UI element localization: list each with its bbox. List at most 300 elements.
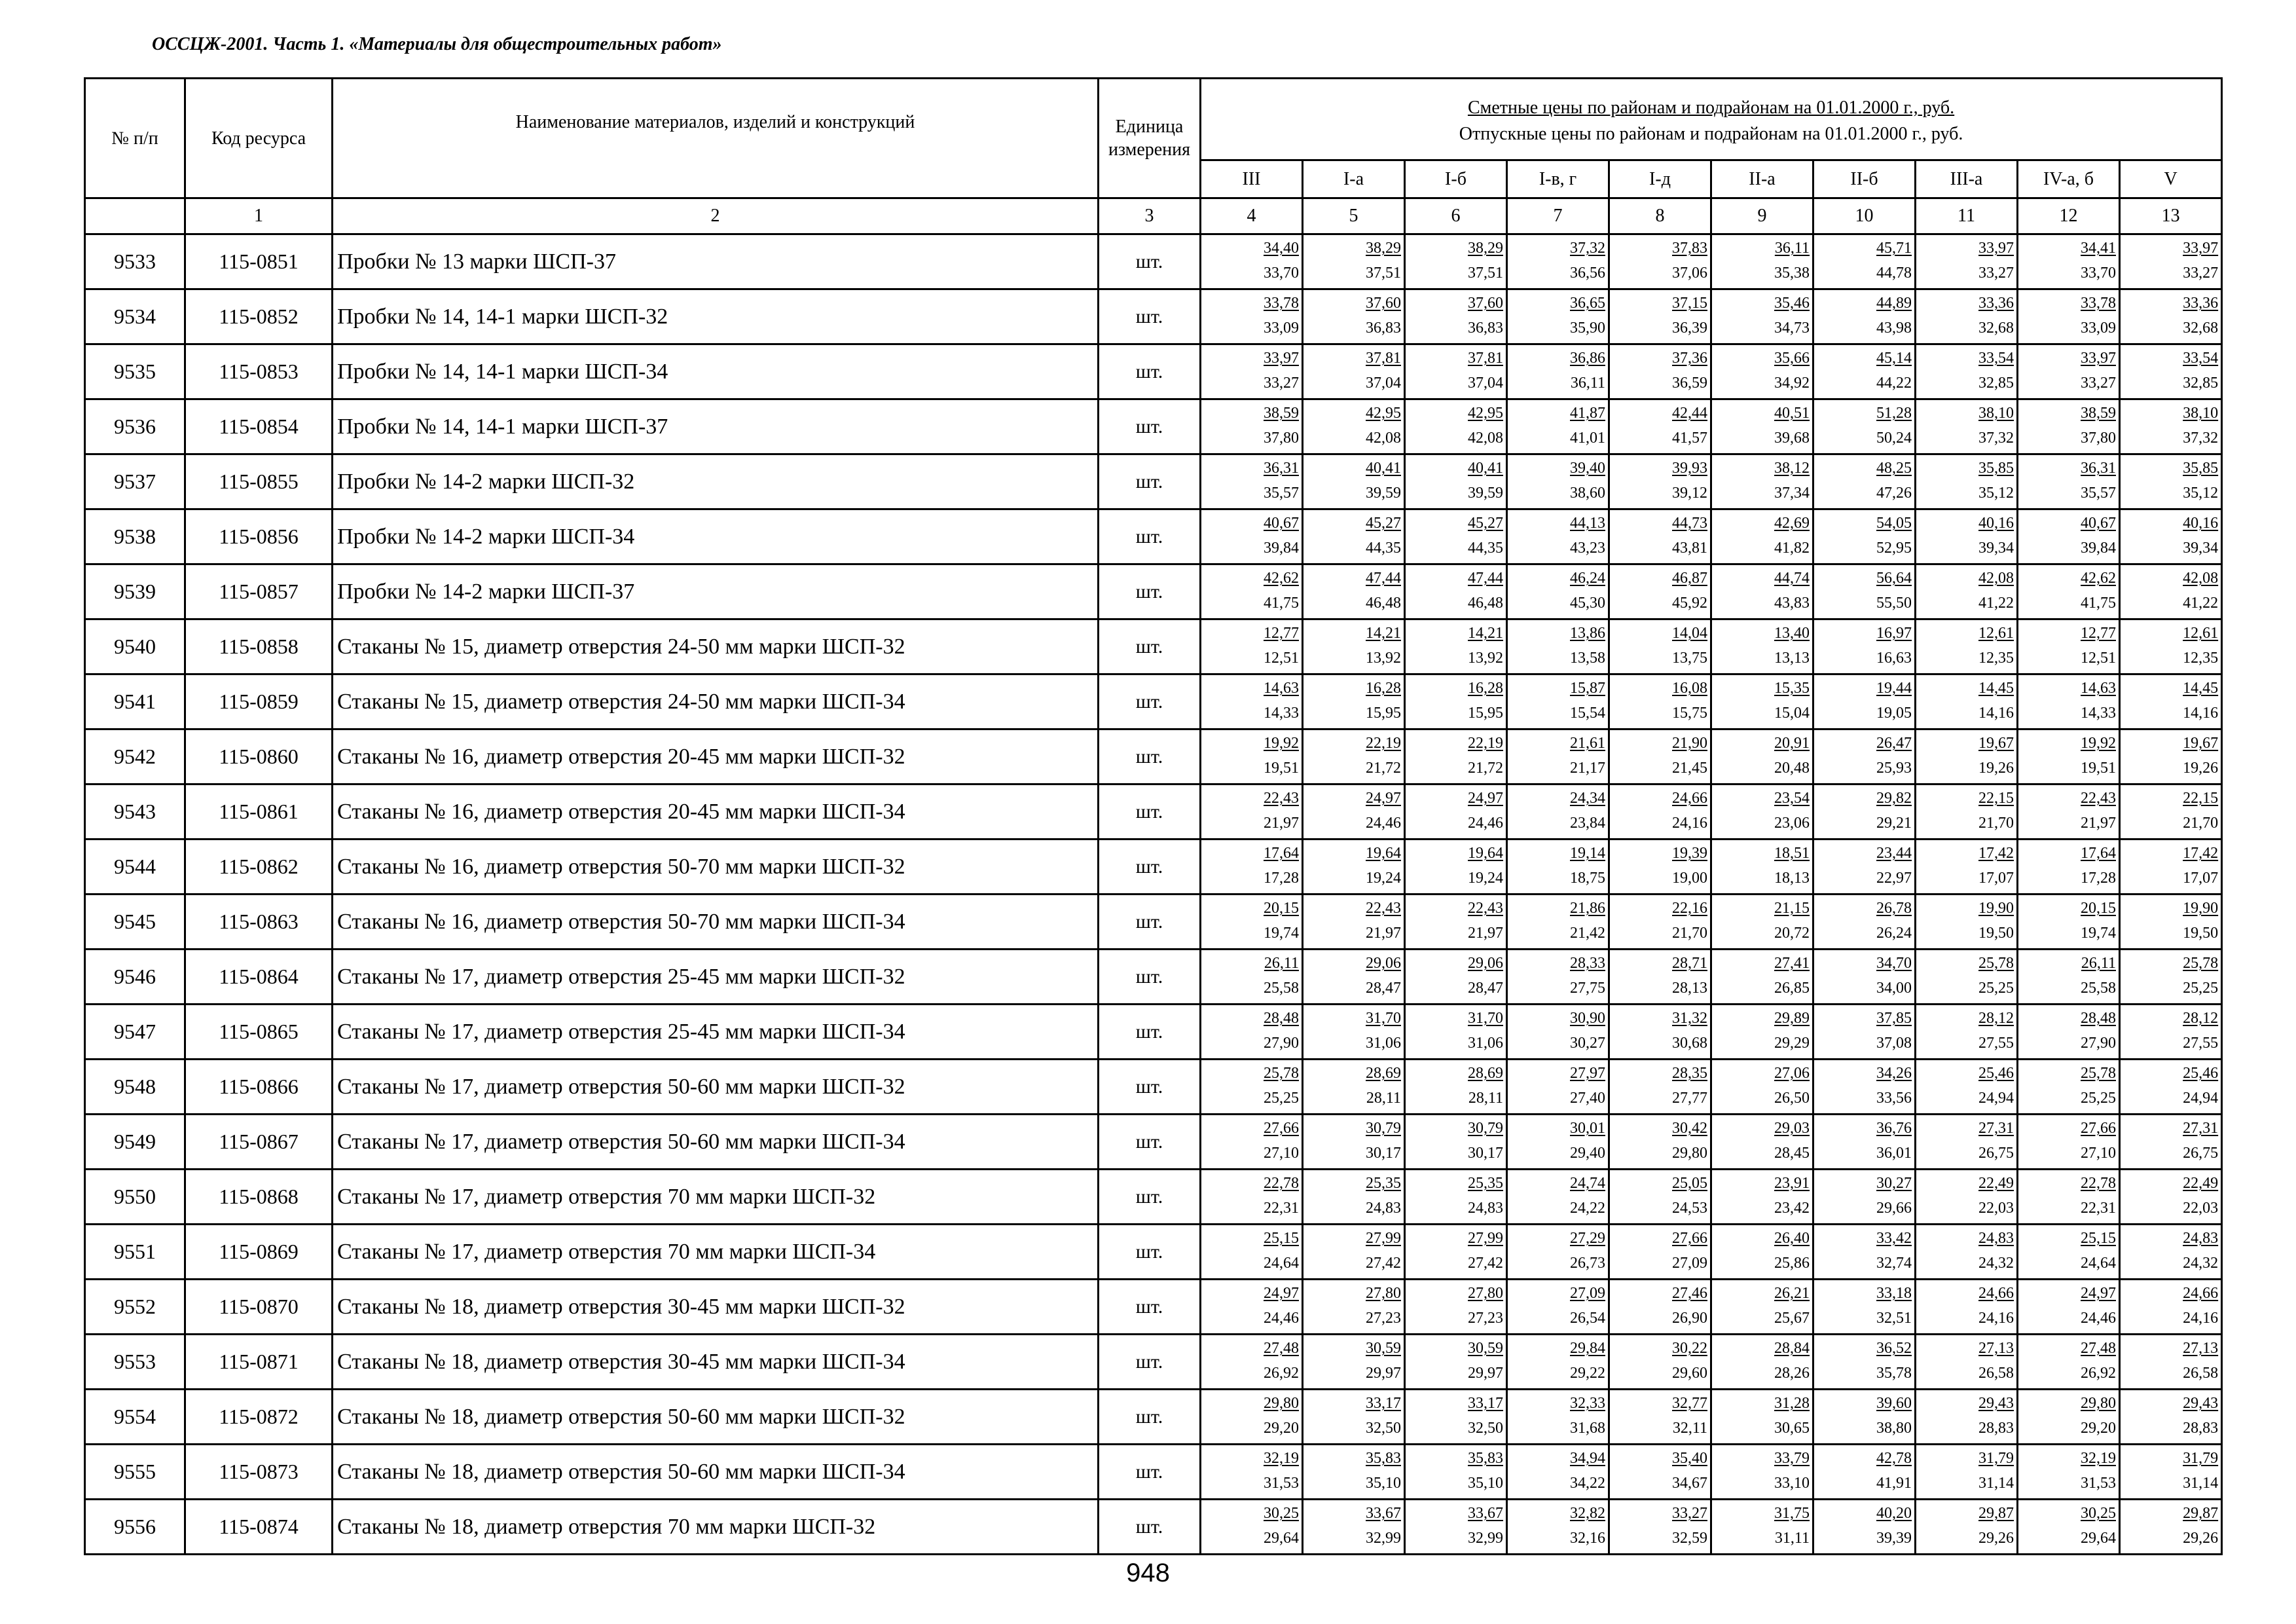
- column-number: 6: [1405, 198, 1507, 234]
- unit: шт.: [1099, 1280, 1201, 1335]
- price-cell: [1711, 454, 1813, 509]
- estimate-price: 36,52: [1876, 1340, 1912, 1357]
- price-cell: [1711, 289, 1813, 344]
- release-price: 44,35: [1366, 540, 1401, 557]
- material-name: Пробки № 14-2 марки ШСП-32: [333, 454, 1099, 509]
- estimate-price: 46,87: [1672, 570, 1707, 587]
- price-cell: [1916, 950, 2018, 1005]
- resource-code: 115-0864: [185, 950, 333, 1005]
- release-price: 27,40: [1570, 1090, 1605, 1107]
- price-cell: [1813, 1005, 1916, 1060]
- release-price: 43,83: [1774, 595, 1810, 612]
- estimate-price: 24,97: [2081, 1285, 2116, 1302]
- release-price: 24,64: [1264, 1255, 1299, 1272]
- release-price: 32,85: [1978, 375, 2014, 392]
- estimate-price: 40,41: [1468, 460, 1503, 477]
- resource-code: 115-0862: [185, 840, 333, 895]
- estimate-price: 28,69: [1366, 1065, 1401, 1082]
- unit: шт.: [1099, 895, 1201, 950]
- resource-code: 115-0866: [185, 1060, 333, 1115]
- release-price: 27,55: [1978, 1035, 2014, 1052]
- release-price: 31,68: [1570, 1420, 1605, 1437]
- price-cell: [2120, 1445, 2222, 1500]
- price-cell: [1609, 1060, 1711, 1115]
- price-cell: [1711, 344, 1813, 399]
- price-cell: [1405, 1115, 1507, 1170]
- release-price: 32,85: [2183, 375, 2219, 392]
- price-cell: [1405, 1170, 1507, 1225]
- estimate-price: 33,67: [1366, 1505, 1401, 1522]
- estimate-price: 22,78: [2081, 1175, 2116, 1192]
- release-price: 24,94: [1978, 1090, 2014, 1107]
- estimate-price: 33,97: [1264, 350, 1299, 367]
- material-name: Пробки № 13 марки ШСП-37: [333, 234, 1099, 289]
- estimate-price: 39,60: [1876, 1395, 1912, 1412]
- estimate-price: 14,63: [1264, 680, 1299, 697]
- release-price: 37,32: [2183, 430, 2219, 447]
- release-price: 13,75: [1672, 650, 1707, 667]
- estimate-price: 29,03: [1774, 1120, 1810, 1137]
- estimate-price: 27,48: [2081, 1340, 2116, 1357]
- price-cell: [1813, 289, 1916, 344]
- release-price: 27,10: [1264, 1145, 1299, 1162]
- price-cell: [1711, 564, 1813, 619]
- price-cell: [1609, 1335, 1711, 1390]
- estimate-price: 28,33: [1570, 955, 1605, 972]
- release-price: 30,65: [1774, 1420, 1810, 1437]
- price-cell: [1405, 1500, 1507, 1555]
- release-price: 33,27: [1264, 375, 1299, 392]
- price-cell: [1201, 1335, 1303, 1390]
- release-price: 36,83: [1468, 320, 1503, 337]
- estimate-price: 16,97: [1876, 625, 1912, 642]
- estimate-price: 27,46: [1672, 1285, 1707, 1302]
- price-cell: [2120, 619, 2222, 674]
- estimate-price: 36,31: [2081, 460, 2116, 477]
- estimate-price: 31,70: [1366, 1010, 1401, 1027]
- price-cell: [1507, 454, 1609, 509]
- material-name: Пробки № 14-2 марки ШСП-37: [333, 564, 1099, 619]
- estimate-price: 35,83: [1366, 1450, 1401, 1467]
- release-price: 22,03: [1978, 1200, 2014, 1217]
- resource-code: 115-0863: [185, 895, 333, 950]
- page-number: 948: [1126, 1559, 1170, 1587]
- estimate-price: 14,45: [1978, 680, 2014, 697]
- release-price: 29,97: [1366, 1365, 1401, 1382]
- price-cell: [1201, 289, 1303, 344]
- price-cell: [2018, 950, 2120, 1005]
- release-price: 29,20: [2081, 1420, 2116, 1437]
- estimate-price: 14,63: [2081, 680, 2116, 697]
- release-price: 19,24: [1468, 870, 1503, 887]
- release-price: 37,04: [1366, 375, 1401, 392]
- release-price: 25,58: [1264, 980, 1299, 997]
- estimate-price: 24,66: [1978, 1285, 2014, 1302]
- estimate-price: 34,70: [1876, 955, 1912, 972]
- release-price: 28,83: [1978, 1420, 2014, 1437]
- estimate-price: 35,46: [1774, 295, 1810, 312]
- release-price: 27,55: [2183, 1035, 2219, 1052]
- row-index: 9545: [85, 895, 185, 950]
- estimate-price: 19,92: [2081, 735, 2116, 752]
- release-price: 26,50: [1774, 1090, 1810, 1107]
- estimate-price: 22,19: [1366, 735, 1401, 752]
- header-prices-estimate: Сметные цены по районам и подрайонам на 01.01.2000 г., руб.: [1467, 98, 1955, 118]
- price-cell: [1201, 234, 1303, 289]
- price-cell: [1609, 1170, 1711, 1225]
- estimate-price: 37,15: [1672, 295, 1707, 312]
- price-cell: [1507, 1005, 1609, 1060]
- table-row: [85, 564, 2222, 619]
- estimate-price: 26,78: [1876, 900, 1912, 917]
- price-cell: [1711, 1225, 1813, 1280]
- release-price: 19,26: [1978, 760, 2014, 777]
- price-cell: [1507, 1170, 1609, 1225]
- estimate-price: 40,51: [1774, 405, 1810, 422]
- estimate-price: 39,93: [1672, 460, 1707, 477]
- release-price: 46,48: [1468, 595, 1503, 612]
- release-price: 43,23: [1570, 540, 1605, 557]
- estimate-price: 33,78: [2081, 295, 2116, 312]
- release-price: 37,06: [1672, 265, 1707, 282]
- release-price: 24,64: [2081, 1255, 2116, 1272]
- release-price: 26,75: [1978, 1145, 2014, 1162]
- column-number: 13: [2120, 198, 2222, 234]
- release-price: 30,68: [1672, 1035, 1707, 1052]
- row-index: 9547: [85, 1005, 185, 1060]
- estimate-price: 26,21: [1774, 1285, 1810, 1302]
- price-cell: [2120, 234, 2222, 289]
- estimate-price: 40,20: [1876, 1505, 1912, 1522]
- release-price: 22,31: [1264, 1200, 1299, 1217]
- estimate-price: 27,31: [2183, 1120, 2219, 1137]
- estimate-price: 25,46: [2183, 1065, 2219, 1082]
- estimate-price: 19,14: [1570, 845, 1605, 862]
- region-header: III-а: [1916, 160, 2018, 198]
- price-cell: [1813, 1170, 1916, 1225]
- row-index: 9540: [85, 619, 185, 674]
- price-cell: [1916, 1445, 2018, 1500]
- estimate-price: 27,66: [1672, 1230, 1707, 1247]
- row-index: 9546: [85, 950, 185, 1005]
- release-price: 29,66: [1876, 1200, 1912, 1217]
- price-cell: [1405, 454, 1507, 509]
- release-price: 39,59: [1366, 485, 1401, 502]
- table-row: [85, 840, 2222, 895]
- release-price: 26,24: [1876, 925, 1912, 942]
- row-index: 9537: [85, 454, 185, 509]
- material-name: Стаканы № 18, диаметр отверстия 70 мм марки ШСП-32: [333, 1500, 1099, 1555]
- price-cell: [1711, 619, 1813, 674]
- resource-code: 115-0859: [185, 674, 333, 729]
- estimate-price: 22,16: [1672, 900, 1707, 917]
- estimate-price: 47,44: [1366, 570, 1401, 587]
- estimate-price: 28,71: [1672, 955, 1707, 972]
- table-row: [85, 399, 2222, 454]
- price-cell: [1916, 895, 2018, 950]
- release-price: 36,59: [1672, 375, 1707, 392]
- release-price: 29,29: [1774, 1035, 1810, 1052]
- release-price: 15,54: [1570, 705, 1605, 722]
- release-price: 25,67: [1774, 1310, 1810, 1327]
- price-cell: [1507, 784, 1609, 840]
- price-cell: [1813, 1390, 1916, 1445]
- release-price: 27,10: [2081, 1145, 2116, 1162]
- release-price: 12,51: [1264, 650, 1299, 667]
- estimate-price: 33,54: [1978, 350, 2014, 367]
- estimate-price: 29,82: [1876, 790, 1912, 807]
- release-price: 26,85: [1774, 980, 1810, 997]
- region-header: V: [2120, 160, 2222, 198]
- estimate-price: 36,31: [1264, 460, 1299, 477]
- estimate-price: 21,86: [1570, 900, 1605, 917]
- estimate-price: 25,78: [2081, 1065, 2116, 1082]
- release-price: 42,08: [1468, 430, 1503, 447]
- release-price: 26,92: [2081, 1365, 2116, 1382]
- region-header: II-б: [1813, 160, 1916, 198]
- estimate-price: 21,61: [1570, 735, 1605, 752]
- estimate-price: 16,08: [1672, 680, 1707, 697]
- header-index: № п/п: [85, 79, 185, 198]
- release-price: 21,97: [1264, 815, 1299, 832]
- resource-code: 115-0871: [185, 1335, 333, 1390]
- price-cell: [1303, 1170, 1405, 1225]
- estimate-price: 41,87: [1570, 405, 1605, 422]
- price-cell: [1201, 895, 1303, 950]
- release-price: 15,75: [1672, 705, 1707, 722]
- estimate-price: 33,78: [1264, 295, 1299, 312]
- release-price: 35,10: [1468, 1475, 1503, 1492]
- material-name: Стаканы № 16, диаметр отверстия 20-45 мм марки ШСП-34: [333, 784, 1099, 840]
- price-cell: [1405, 1390, 1507, 1445]
- estimate-price: 37,81: [1366, 350, 1401, 367]
- release-price: 36,11: [1570, 375, 1605, 392]
- price-cell: [1916, 1335, 2018, 1390]
- estimate-price: 25,78: [1978, 955, 2014, 972]
- release-price: 22,31: [2081, 1200, 2116, 1217]
- region-header: I-б: [1405, 160, 1507, 198]
- table-row: [85, 729, 2222, 784]
- estimate-price: 27,99: [1366, 1230, 1401, 1247]
- release-price: 47,26: [1876, 485, 1912, 502]
- estimate-price: 38,12: [1774, 460, 1810, 477]
- release-price: 19,74: [2081, 925, 2116, 942]
- estimate-price: 24,97: [1366, 790, 1401, 807]
- price-cell: [1813, 1060, 1916, 1115]
- price-cell: [1405, 344, 1507, 399]
- estimate-price: 42,08: [1978, 570, 2014, 587]
- estimate-price: 33,97: [2183, 240, 2219, 257]
- release-price: 34,22: [1570, 1475, 1605, 1492]
- material-name: Стаканы № 18, диаметр отверстия 50-60 мм марки ШСП-34: [333, 1445, 1099, 1500]
- price-cell: [1609, 289, 1711, 344]
- price-cell: [2018, 784, 2120, 840]
- estimate-price: 38,59: [1264, 405, 1299, 422]
- release-price: 41,91: [1876, 1475, 1912, 1492]
- release-price: 32,50: [1468, 1420, 1503, 1437]
- release-price: 34,00: [1876, 980, 1912, 997]
- estimate-price: 33,27: [1672, 1505, 1707, 1522]
- price-cell: [1303, 234, 1405, 289]
- price-cell: [1609, 840, 1711, 895]
- release-price: 21,70: [1672, 925, 1707, 942]
- price-cell: [1507, 840, 1609, 895]
- estimate-price: 19,39: [1672, 845, 1707, 862]
- release-price: 31,11: [1774, 1530, 1810, 1547]
- estimate-price: 19,92: [1264, 735, 1299, 752]
- row-index: 9556: [85, 1500, 185, 1555]
- estimate-price: 19,67: [1978, 735, 2014, 752]
- estimate-price: 12,77: [1264, 625, 1299, 642]
- table-row: [85, 1280, 2222, 1335]
- estimate-price: 34,41: [2081, 240, 2116, 257]
- release-price: 21,45: [1672, 760, 1707, 777]
- price-cell: [2018, 344, 2120, 399]
- estimate-price: 29,43: [2183, 1395, 2219, 1412]
- price-cell: [2018, 1060, 2120, 1115]
- price-cell: [1405, 619, 1507, 674]
- release-price: 43,81: [1672, 540, 1707, 557]
- release-price: 19,26: [2183, 760, 2219, 777]
- estimate-price: 33,42: [1876, 1230, 1912, 1247]
- release-price: 27,75: [1570, 980, 1605, 997]
- column-number: 9: [1711, 198, 1813, 234]
- estimate-price: 32,33: [1570, 1395, 1605, 1412]
- estimate-price: 26,11: [2081, 955, 2116, 972]
- estimate-price: 13,86: [1570, 625, 1605, 642]
- estimate-price: 35,66: [1774, 350, 1810, 367]
- release-price: 24,83: [1468, 1200, 1503, 1217]
- price-cell: [2018, 1390, 2120, 1445]
- estimate-price: 22,43: [1366, 900, 1401, 917]
- price-cell: [1507, 1280, 1609, 1335]
- estimate-price: 31,75: [1774, 1505, 1810, 1522]
- estimate-price: 25,46: [1978, 1065, 2014, 1082]
- price-cell: [1813, 454, 1916, 509]
- estimate-price: 37,36: [1672, 350, 1707, 367]
- estimate-price: 33,18: [1876, 1285, 1912, 1302]
- release-price: 24,94: [2183, 1090, 2219, 1107]
- price-cell: [1916, 840, 2018, 895]
- row-index: 9543: [85, 784, 185, 840]
- release-price: 24,16: [1672, 815, 1707, 832]
- release-price: 28,83: [2183, 1420, 2219, 1437]
- release-price: 39,34: [1978, 540, 2014, 557]
- release-price: 29,26: [1978, 1530, 2014, 1547]
- release-price: 33,27: [2081, 375, 2116, 392]
- resource-code: 115-0857: [185, 564, 333, 619]
- release-price: 44,35: [1468, 540, 1503, 557]
- release-price: 37,34: [1774, 485, 1810, 502]
- estimate-price: 22,49: [2183, 1175, 2219, 1192]
- price-cell: [1916, 1280, 2018, 1335]
- estimate-price: 25,15: [1264, 1230, 1299, 1247]
- price-cell: [1507, 1225, 1609, 1280]
- release-price: 24,46: [1468, 815, 1503, 832]
- table-row: [85, 674, 2222, 729]
- material-name: Пробки № 14, 14-1 марки ШСП-34: [333, 344, 1099, 399]
- unit: шт.: [1099, 1500, 1201, 1555]
- estimate-price: 22,19: [1468, 735, 1503, 752]
- price-cell: [1507, 1060, 1609, 1115]
- price-cell: [1813, 784, 1916, 840]
- release-price: 26,75: [2183, 1145, 2219, 1162]
- estimate-price: 27,80: [1366, 1285, 1401, 1302]
- estimate-price: 22,43: [1468, 900, 1503, 917]
- release-price: 12,51: [2081, 650, 2116, 667]
- price-cell: [1609, 454, 1711, 509]
- resource-code: 115-0869: [185, 1225, 333, 1280]
- estimate-price: 20,15: [1264, 900, 1299, 917]
- price-cell: [1916, 1060, 2018, 1115]
- estimate-price: 14,45: [2183, 680, 2219, 697]
- estimate-price: 30,59: [1366, 1340, 1401, 1357]
- estimate-price: 33,54: [2183, 350, 2219, 367]
- price-cell: [1813, 234, 1916, 289]
- material-name: Стаканы № 15, диаметр отверстия 24-50 мм марки ШСП-34: [333, 674, 1099, 729]
- price-cell: [2018, 509, 2120, 564]
- price-cell: [2120, 344, 2222, 399]
- price-cell: [1916, 619, 2018, 674]
- release-price: 32,68: [1978, 320, 2014, 337]
- column-number: 8: [1609, 198, 1711, 234]
- price-cell: [1507, 234, 1609, 289]
- estimate-price: 33,79: [1774, 1450, 1810, 1467]
- estimate-price: 17,64: [2081, 845, 2116, 862]
- release-price: 21,97: [2081, 815, 2116, 832]
- unit: шт.: [1099, 784, 1201, 840]
- release-price: 25,58: [2081, 980, 2116, 997]
- estimate-price: 27,13: [1978, 1340, 2014, 1357]
- price-cell: [1405, 1445, 1507, 1500]
- price-cell: [1507, 509, 1609, 564]
- estimate-price: 40,16: [2183, 515, 2219, 532]
- price-cell: [2120, 1390, 2222, 1445]
- release-price: 37,04: [1468, 375, 1503, 392]
- material-name: Стаканы № 16, диаметр отверстия 50-70 мм марки ШСП-34: [333, 895, 1099, 950]
- release-price: 39,59: [1468, 485, 1503, 502]
- price-cell: [1303, 729, 1405, 784]
- release-price: 32,59: [1672, 1530, 1707, 1547]
- release-price: 37,80: [1264, 430, 1299, 447]
- estimate-price: 39,40: [1570, 460, 1605, 477]
- price-cell: [1813, 399, 1916, 454]
- price-cell: [1916, 1225, 2018, 1280]
- release-price: 15,95: [1366, 705, 1401, 722]
- column-number: 5: [1303, 198, 1405, 234]
- resource-code: 115-0855: [185, 454, 333, 509]
- price-cell: [1507, 289, 1609, 344]
- price-cell: [1201, 840, 1303, 895]
- estimate-price: 13,40: [1774, 625, 1810, 642]
- price-cell: [1405, 289, 1507, 344]
- price-cell: [1711, 1280, 1813, 1335]
- estimate-price: 44,73: [1672, 515, 1707, 532]
- release-price: 27,42: [1468, 1255, 1503, 1272]
- release-price: 55,50: [1876, 595, 1912, 612]
- price-cell: [1303, 840, 1405, 895]
- release-price: 31,14: [2183, 1475, 2219, 1492]
- release-price: 46,48: [1366, 595, 1401, 612]
- estimate-price: 29,80: [2081, 1395, 2116, 1412]
- price-cell: [2120, 399, 2222, 454]
- price-cell: [1201, 1170, 1303, 1225]
- region-header: II-а: [1711, 160, 1813, 198]
- release-price: 34,92: [1774, 375, 1810, 392]
- price-cell: [1201, 1445, 1303, 1500]
- estimate-price: 15,87: [1570, 680, 1605, 697]
- price-cell: [2120, 729, 2222, 784]
